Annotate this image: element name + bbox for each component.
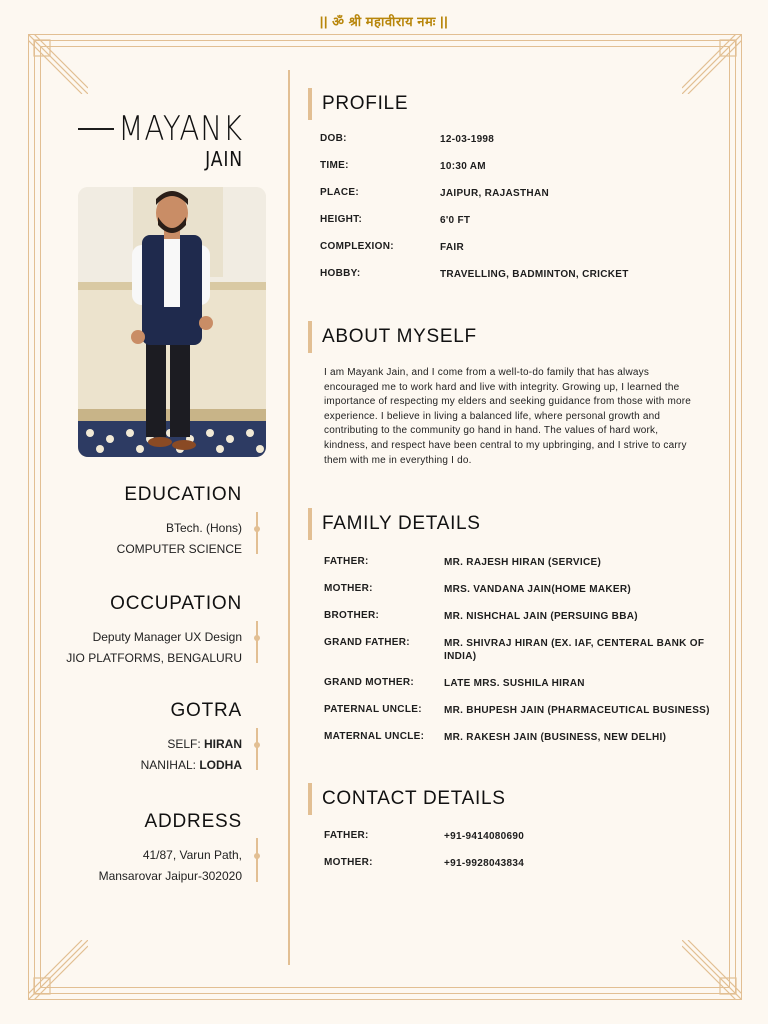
list-item (324, 583, 718, 596)
about-text: I am Mayank Jain, and I come from a well-to-do family that has always encouraged me to work hard and live with integrity. Growing up, I learned the importance of respecting my elders and seeking guidance from those with more experience. I believe in living a balanced life, where personal growth and contributing to the community go hand in hand. The values of hard work, kindness, and respect have been central to my upbringing, and I strive to carry them with me in everything I do. (324, 367, 692, 466)
gotra-self-value: HIRAN (204, 737, 242, 751)
contact-title: CONTACT DETAILS (322, 788, 506, 809)
education-title: EDUCATION (124, 484, 242, 505)
profile-label: TIME: (320, 160, 349, 171)
address-line-1: 41/87, Varun Path, (142, 848, 242, 862)
profile-list (308, 133, 718, 281)
list-item (320, 160, 718, 173)
about-title: ABOUT MYSELF (322, 326, 477, 347)
education-section (117, 484, 242, 560)
contact-value: +91-9928043834 (444, 858, 525, 869)
family-value: MR. BHUPESH JAIN (PHARMACEUTICAL BUSINESS) (444, 705, 710, 716)
corner-ornament-icon (28, 940, 88, 1000)
contact-section (308, 783, 718, 870)
list-item (324, 704, 718, 717)
gotra-self-label: SELF: (167, 737, 204, 751)
family-value: MR. RAKESH JAIN (BUSINESS, NEW DELHI) (444, 732, 667, 743)
invocation-text: || ॐ श्री महावीराय नमः || (319, 14, 449, 29)
gotra-title: GOTRA (170, 700, 242, 721)
about-section (308, 321, 718, 468)
address-title: ADDRESS (144, 811, 242, 832)
last-name: JAIN (205, 147, 243, 171)
profile-label: COMPLEXION: (320, 241, 394, 252)
corner-ornament-icon (28, 34, 88, 94)
family-label: PATERNAL UNCLE: (324, 704, 422, 715)
list-item (320, 133, 718, 146)
family-value: MR. SHIVRAJ HIRAN (EX. IAF, CENTERAL BANK OF INDIA) (444, 638, 705, 662)
education-degree: BTech. (Hons) (165, 521, 242, 535)
section-bar (308, 88, 312, 120)
section-bar (308, 783, 312, 815)
family-value: LATE MRS. SUSHILA HIRAN (444, 678, 585, 689)
gotra-section (141, 700, 242, 776)
profile-label: DOB: (320, 133, 347, 144)
gotra-nanihal-label: NANIHAL: (140, 758, 200, 772)
occupation-dot (254, 635, 260, 641)
profile-label: PLACE: (320, 187, 360, 198)
list-item (320, 214, 718, 227)
occupation-title: OCCUPATION (110, 593, 242, 614)
family-list (308, 556, 718, 744)
list-item (324, 731, 718, 744)
family-label: GRAND FATHER: (324, 637, 410, 648)
family-label: MATERNAL UNCLE: (324, 731, 425, 742)
profile-label: HEIGHT: (320, 214, 363, 225)
name-block (78, 110, 243, 170)
occupation-tick (256, 621, 258, 663)
profile-photo (78, 187, 266, 457)
column-divider (288, 70, 290, 965)
education-field: COMPUTER SCIENCE (116, 542, 242, 556)
list-item (324, 830, 718, 843)
profile-title: PROFILE (322, 93, 409, 114)
family-label: BROTHER: (324, 610, 380, 621)
family-title: FAMILY DETAILS (322, 513, 481, 534)
profile-section (308, 88, 718, 281)
profile-value: FAIR (440, 242, 464, 253)
family-value: MR. NISHCHAL JAIN (PERSUING BBA) (444, 611, 638, 622)
list-item (320, 187, 718, 200)
list-item (324, 610, 718, 623)
list-item (320, 268, 718, 281)
contact-label: FATHER: (324, 830, 369, 841)
family-value: MR. RAJESH HIRAN (SERVICE) (444, 557, 602, 568)
gotra-tick (256, 728, 258, 770)
profile-value: 6'0 FT (440, 215, 471, 226)
list-item (324, 637, 718, 663)
gotra-nanihal-value: LODHA (199, 758, 242, 772)
education-dot (254, 526, 260, 532)
section-bar (308, 321, 312, 353)
section-bar (308, 508, 312, 540)
address-line-2: Mansarovar Jaipur-302020 (98, 869, 242, 883)
profile-value: JAIPUR, RAJASTHAN (440, 188, 550, 199)
list-item (324, 556, 718, 569)
list-item (324, 677, 718, 690)
address-dot (254, 853, 260, 859)
list-item (324, 857, 718, 870)
list-item (320, 241, 718, 254)
occupation-section (66, 593, 242, 669)
corner-ornament-icon (682, 940, 742, 1000)
contact-value: +91-9414080690 (444, 831, 525, 842)
profile-value: TRAVELLING, BADMINTON, CRICKET (440, 269, 629, 280)
address-tick (256, 838, 258, 882)
gotra-self (141, 734, 242, 755)
corner-ornament-icon (682, 34, 742, 94)
contact-label: MOTHER: (324, 857, 373, 868)
gotra-dot (254, 742, 260, 748)
family-label: FATHER: (324, 556, 369, 567)
family-section (308, 508, 718, 744)
family-label: GRAND MOTHER: (324, 677, 415, 688)
education-tick (256, 512, 258, 554)
first-name: MAYANK (118, 109, 243, 149)
contact-list (308, 830, 718, 870)
occupation-role: Deputy Manager UX Design (92, 630, 242, 644)
profile-value: 10:30 AM (440, 161, 486, 172)
address-section (99, 811, 242, 887)
profile-value: 12-03-1998 (440, 134, 495, 145)
profile-label: HOBBY: (320, 268, 361, 279)
gotra-nanihal (141, 755, 242, 776)
family-value: MRS. VANDANA JAIN(HOME MAKER) (444, 584, 632, 595)
occupation-company: JIO PLATFORMS, BENGALURU (66, 651, 242, 665)
family-label: MOTHER: (324, 583, 373, 594)
